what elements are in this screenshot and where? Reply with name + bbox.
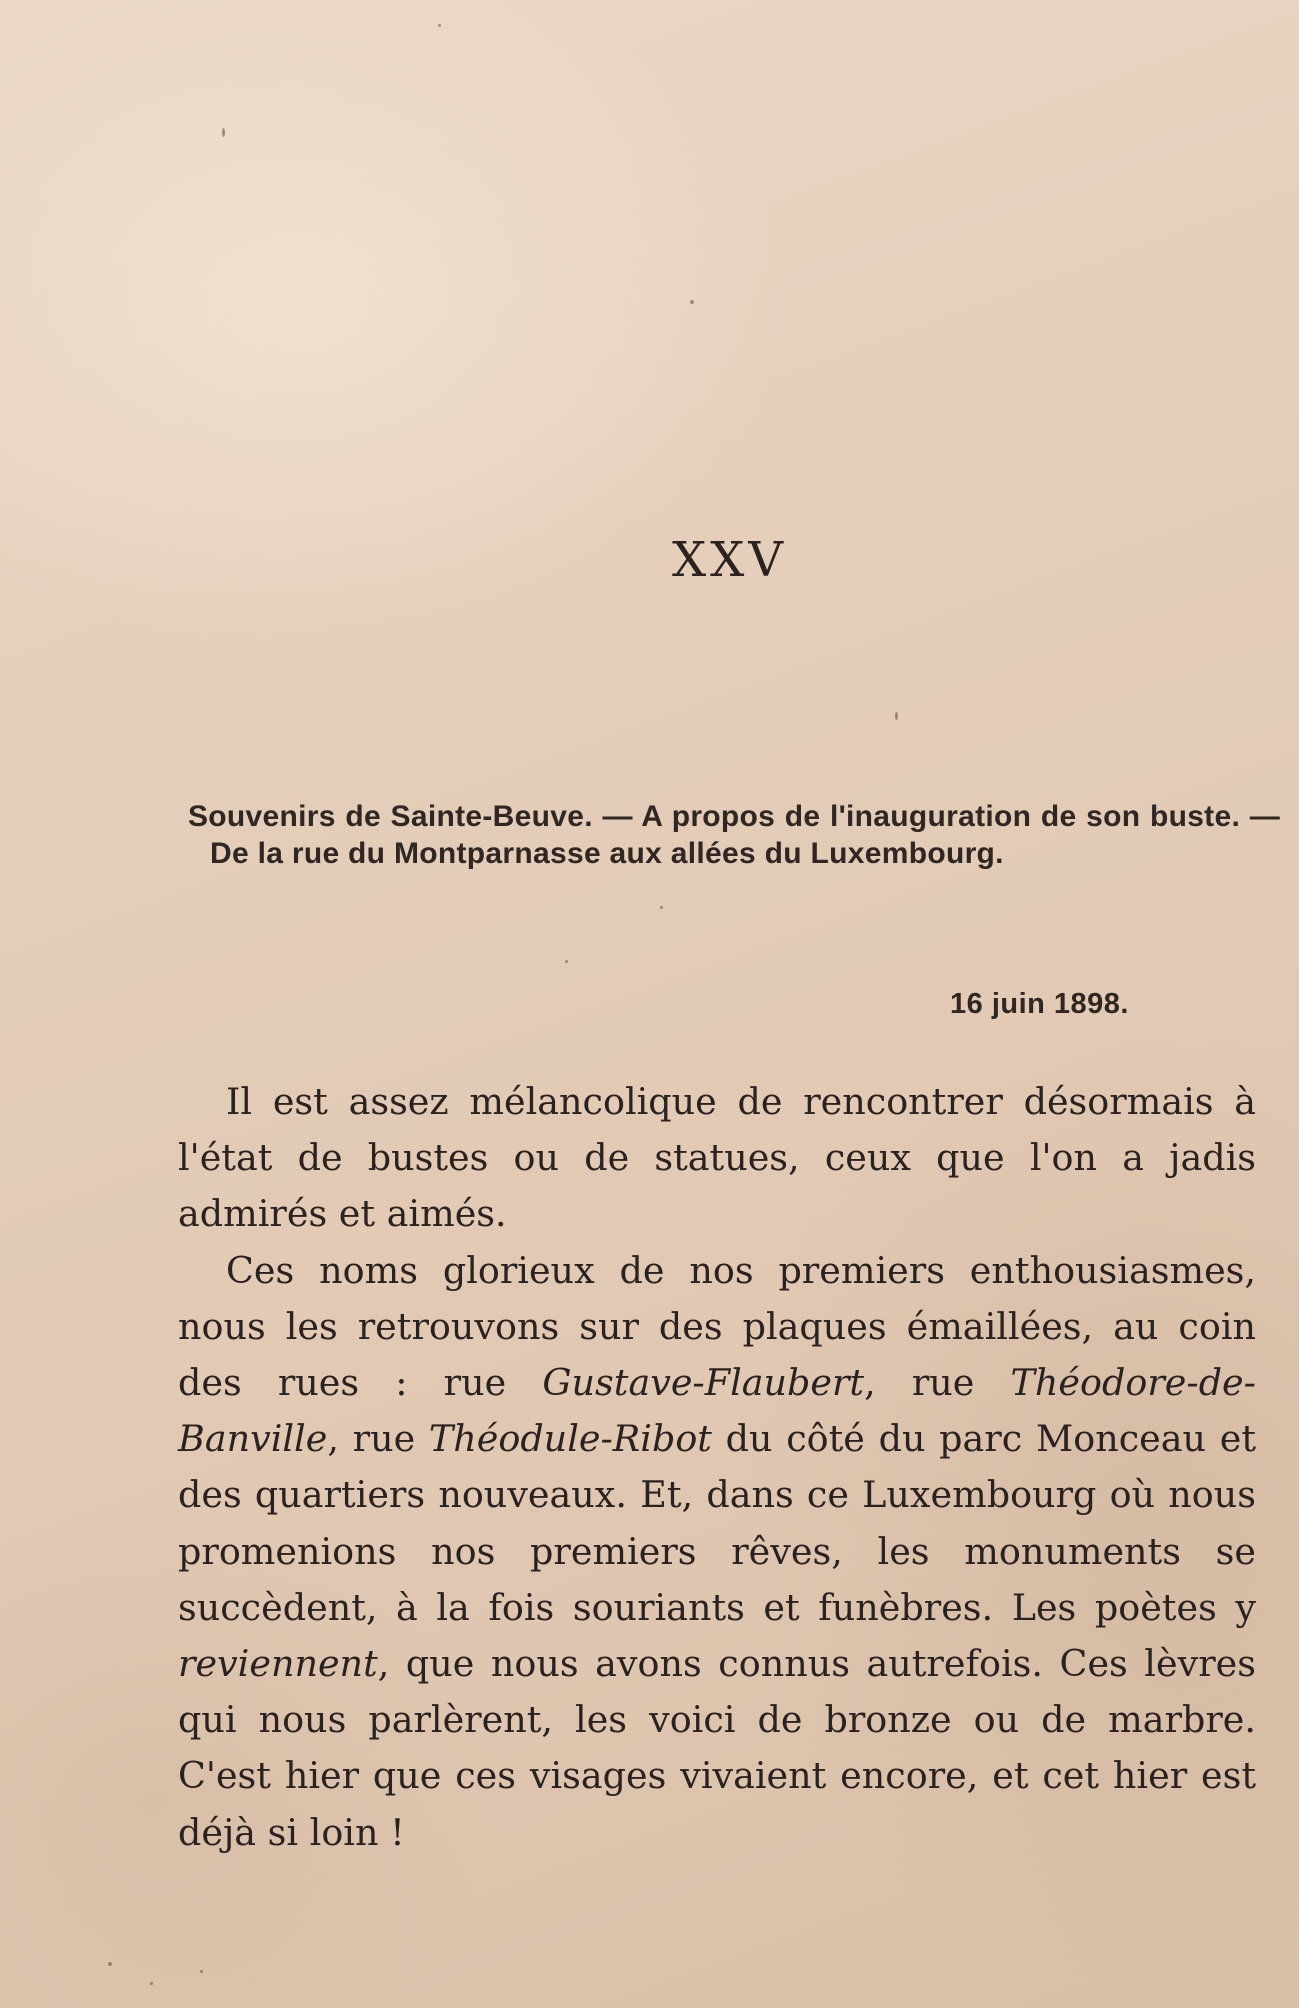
paper-speck — [690, 300, 694, 304]
italic-verb: reviennent — [178, 1642, 378, 1686]
paragraph-1: Il est assez mélancolique de rencontrer désormais à l'état de bustes ou de statues, ceux que l'on a jadis admirés et aimés. — [178, 1080, 1256, 1236]
street-name-flaubert: Gustave-Flaubert — [542, 1361, 865, 1405]
entry-date: 16 juin 1898. — [950, 988, 1129, 1020]
paragraph-2-text: , rue — [327, 1417, 429, 1461]
paper-speck — [438, 24, 441, 27]
paragraph-2-text: , rue — [864, 1361, 1011, 1405]
paper-speck — [895, 712, 898, 720]
street-name-banville: Théodore-de-Banville — [178, 1361, 1256, 1461]
chapter-summary: Souvenirs de Sainte-Beuve. — A propos de l'inauguration de son buste. — De la rue du Montparnasse aux allées du Luxembourg. — [188, 800, 1280, 870]
paper-speck — [108, 1962, 112, 1966]
paragraph-2 — [178, 1243, 1256, 1861]
paper-speck — [565, 960, 568, 963]
paragraph-2-text: Ces noms glorieux de nos premiers enthousiasmes, nous les retrouvons sur des plaques émaillées, au coin des rues : rue — [178, 1248, 1256, 1405]
paper-speck — [222, 128, 225, 137]
paragraph-2-text: , que nous avons connus autrefois. Ces lèvres qui nous parlèrent, les voici de bronze ou de marbre. C'est hier que ces visages vivaient encore, et cet hier est déjà si loin ! — [178, 1642, 1256, 1854]
paper-speck — [150, 1982, 153, 1985]
paragraph-2-text: du côté du parc Monceau et des quartiers nouveaux. Et, dans ce Luxembourg où nous promenions nos premiers rêves, les monuments se succèdent, à la fois souriants et funèbres. Les poètes y — [178, 1417, 1256, 1629]
chapter-number: XXV — [671, 532, 787, 588]
body-text — [178, 1074, 1256, 1861]
paper-speck — [200, 1970, 203, 1973]
paper-speck — [660, 906, 663, 909]
street-name-ribot: Théodule-Ribot — [428, 1417, 712, 1461]
